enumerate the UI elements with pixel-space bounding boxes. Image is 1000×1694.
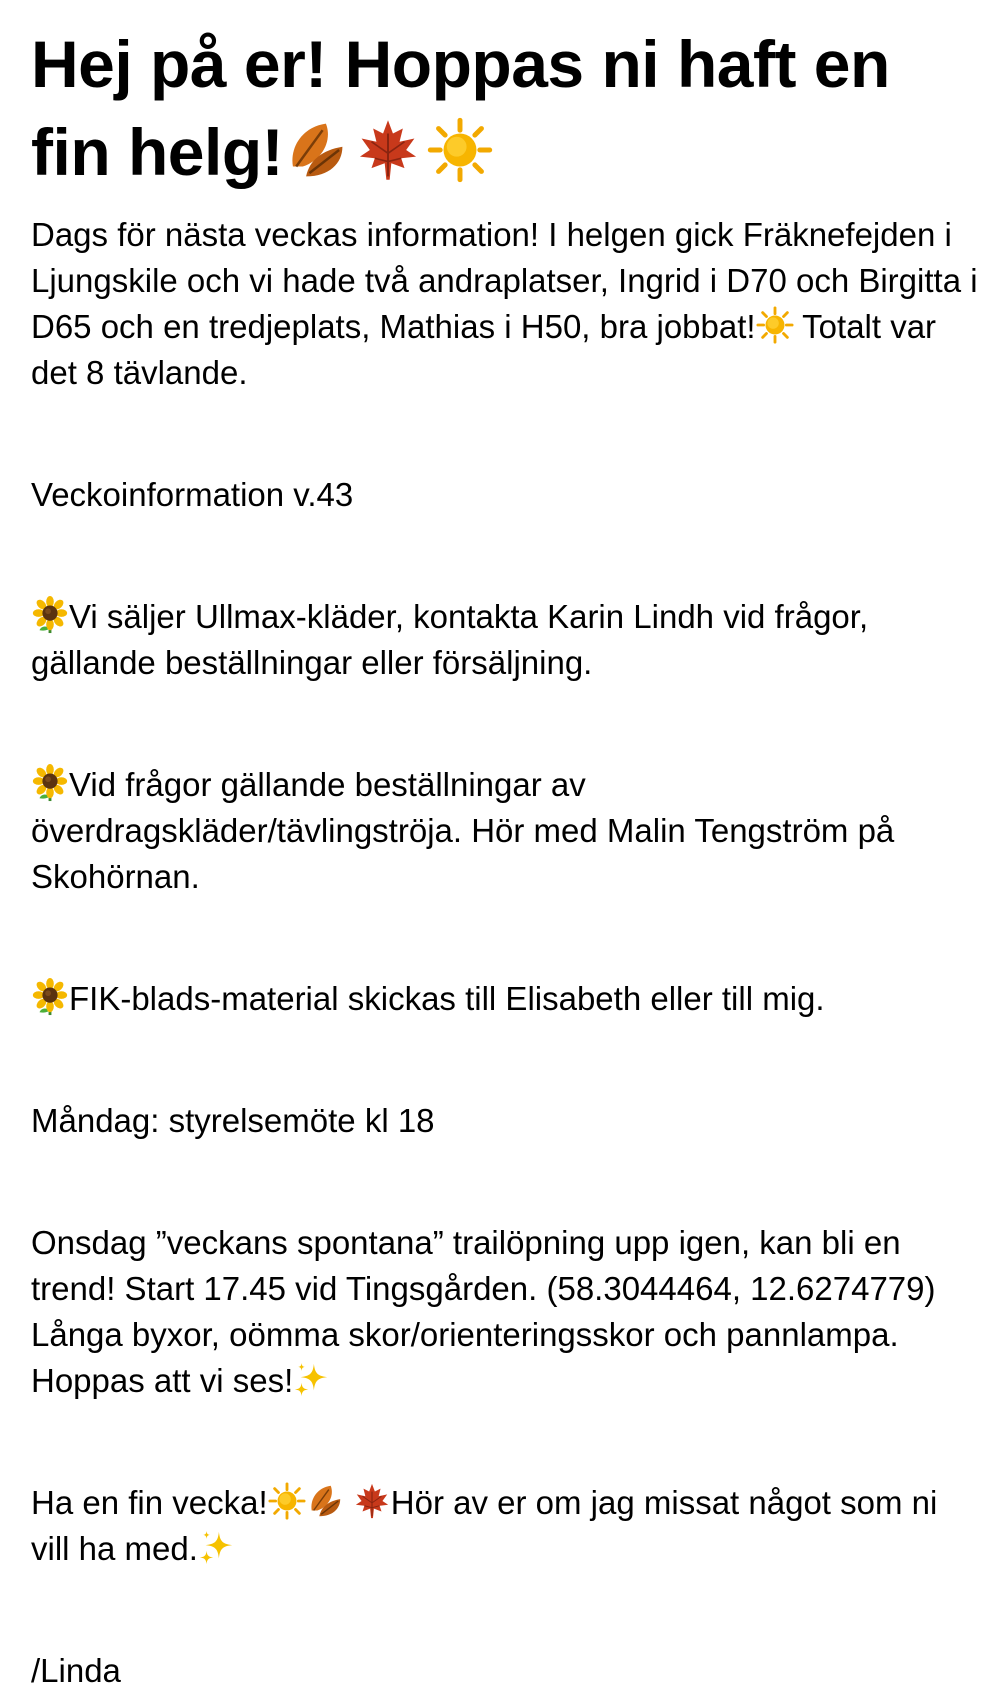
maple-leaf-icon <box>353 1482 391 1520</box>
sparkles-icon <box>198 1528 236 1566</box>
closing-text: Ha en fin vecka! <box>31 1484 268 1521</box>
sunflower-icon <box>31 596 69 634</box>
intro-paragraph <box>31 212 981 396</box>
closing-paragraph <box>31 1480 981 1572</box>
list-item <box>31 594 981 686</box>
list-item-text: Vi säljer Ullmax-kläder, kontakta Karin Lindh vid frågor, gällande beställningar eller försäljning. <box>31 598 869 681</box>
note-body[interactable] <box>31 20 981 1694</box>
sun-icon <box>427 117 493 183</box>
sunflower-icon <box>31 764 69 802</box>
note-title <box>31 20 981 196</box>
intro-text: Dags för nästa veckas information! I helgen gick Fräknefejden i Ljungskile och vi hade två andraplatser, Ingrid i D70 och Birgitta i D65 och en tredjeplats, Mathias i H50, bra jobbat! <box>31 216 978 345</box>
sparkles-icon <box>293 1360 331 1398</box>
list-item-text: Vid frågor gällande beställningar av överdragskläder/tävlingströja. Hör med Malin Tengström på Skohörnan. <box>31 766 895 895</box>
fallen-leaf-icon <box>306 1482 344 1520</box>
wednesday-paragraph <box>31 1220 981 1404</box>
list-item <box>31 976 981 1022</box>
list-item <box>31 762 981 900</box>
sunflower-icon <box>31 978 69 1016</box>
signature: /Linda <box>31 1652 121 1689</box>
sun-icon <box>268 1482 306 1520</box>
fallen-leaf-icon <box>283 117 349 183</box>
maple-leaf-icon <box>355 117 421 183</box>
monday-line: Måndag: styrelsemöte kl 18 <box>31 1102 435 1139</box>
title-text: Hej på er! Hoppas ni haft en fin helg! <box>31 27 890 189</box>
wednesday-text: Onsdag ”veckans spontana” trailöpning upp igen, kan bli en trend! Start 17.45 vid Tingsgården. (58.3044464, 12.6274779) Långa byxor, oömma skor/orienteringsskor och pannlampa. Hoppas att vi ses! <box>31 1224 936 1399</box>
closing-request-text: Hör av er om jag missat något som ni vill ha med. <box>31 1484 938 1567</box>
intro-total-text: Totalt var det 8 tävlande. <box>31 308 937 391</box>
list-item-text: FIK-blads-material skickas till Elisabeth eller till mig. <box>69 980 825 1017</box>
sun-icon <box>756 306 794 344</box>
week-heading: Veckoinformation v.43 <box>31 476 354 513</box>
